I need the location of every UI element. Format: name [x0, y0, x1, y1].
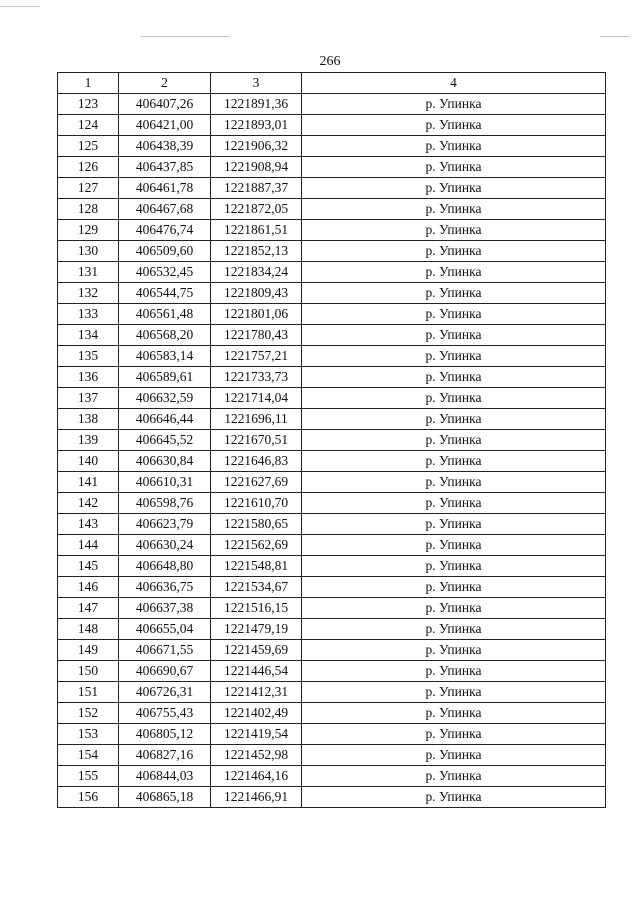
cell-x-coordinate: 406865,18	[119, 787, 211, 808]
cell-x-coordinate: 406637,38	[119, 598, 211, 619]
cell-point-number: 148	[58, 619, 119, 640]
cell-y-coordinate: 1221466,91	[211, 787, 302, 808]
cell-point-number: 142	[58, 493, 119, 514]
cell-description: р. Упинка	[302, 262, 606, 283]
cell-description: р. Упинка	[302, 178, 606, 199]
cell-point-number: 125	[58, 136, 119, 157]
cell-point-number: 154	[58, 745, 119, 766]
cell-description: р. Упинка	[302, 220, 606, 241]
cell-description: р. Упинка	[302, 598, 606, 619]
table-header-row	[58, 73, 606, 94]
cell-x-coordinate: 406671,55	[119, 640, 211, 661]
cell-x-coordinate: 406805,12	[119, 724, 211, 745]
cell-point-number: 147	[58, 598, 119, 619]
cell-point-number: 145	[58, 556, 119, 577]
cell-y-coordinate: 1221419,54	[211, 724, 302, 745]
cell-x-coordinate: 406421,00	[119, 115, 211, 136]
cell-point-number: 146	[58, 577, 119, 598]
cell-description: р. Упинка	[302, 388, 606, 409]
table-row	[58, 514, 606, 535]
table-row	[58, 661, 606, 682]
table-row	[58, 304, 606, 325]
cell-x-coordinate: 406632,59	[119, 388, 211, 409]
cell-y-coordinate: 1221714,04	[211, 388, 302, 409]
cell-point-number: 153	[58, 724, 119, 745]
cell-point-number: 126	[58, 157, 119, 178]
table-row	[58, 409, 606, 430]
cell-description: р. Упинка	[302, 136, 606, 157]
cell-y-coordinate: 1221459,69	[211, 640, 302, 661]
cell-y-coordinate: 1221906,32	[211, 136, 302, 157]
table-row	[58, 577, 606, 598]
cell-point-number: 151	[58, 682, 119, 703]
cell-y-coordinate: 1221464,16	[211, 766, 302, 787]
scan-mark	[0, 6, 40, 7]
cell-x-coordinate: 406544,75	[119, 283, 211, 304]
table-row	[58, 640, 606, 661]
cell-y-coordinate: 1221446,54	[211, 661, 302, 682]
table-row	[58, 199, 606, 220]
cell-point-number: 139	[58, 430, 119, 451]
cell-y-coordinate: 1221834,24	[211, 262, 302, 283]
cell-y-coordinate: 1221646,83	[211, 451, 302, 472]
table-body	[58, 94, 606, 808]
cell-y-coordinate: 1221908,94	[211, 157, 302, 178]
cell-x-coordinate: 406726,31	[119, 682, 211, 703]
cell-description: р. Упинка	[302, 241, 606, 262]
cell-point-number: 123	[58, 94, 119, 115]
cell-x-coordinate: 406636,75	[119, 577, 211, 598]
table-row	[58, 346, 606, 367]
cell-point-number: 130	[58, 241, 119, 262]
cell-point-number: 136	[58, 367, 119, 388]
table-row	[58, 115, 606, 136]
cell-point-number: 124	[58, 115, 119, 136]
table-row	[58, 451, 606, 472]
table-row	[58, 619, 606, 640]
cell-description: р. Упинка	[302, 94, 606, 115]
column-header-y: 3	[211, 73, 302, 94]
cell-x-coordinate: 406655,04	[119, 619, 211, 640]
cell-x-coordinate: 406476,74	[119, 220, 211, 241]
cell-y-coordinate: 1221809,43	[211, 283, 302, 304]
cell-x-coordinate: 406630,84	[119, 451, 211, 472]
table-row	[58, 787, 606, 808]
table-row	[58, 157, 606, 178]
table-row	[58, 703, 606, 724]
cell-description: р. Упинка	[302, 409, 606, 430]
cell-point-number: 133	[58, 304, 119, 325]
cell-y-coordinate: 1221516,15	[211, 598, 302, 619]
cell-point-number: 129	[58, 220, 119, 241]
cell-description: р. Упинка	[302, 535, 606, 556]
table-row	[58, 178, 606, 199]
column-header-number: 1	[58, 73, 119, 94]
cell-point-number: 143	[58, 514, 119, 535]
cell-description: р. Упинка	[302, 346, 606, 367]
column-header-x: 2	[119, 73, 211, 94]
cell-y-coordinate: 1221452,98	[211, 745, 302, 766]
cell-x-coordinate: 406630,24	[119, 535, 211, 556]
cell-y-coordinate: 1221670,51	[211, 430, 302, 451]
cell-y-coordinate: 1221402,49	[211, 703, 302, 724]
cell-x-coordinate: 406437,85	[119, 157, 211, 178]
table-row	[58, 472, 606, 493]
cell-x-coordinate: 406407,26	[119, 94, 211, 115]
cell-y-coordinate: 1221733,73	[211, 367, 302, 388]
cell-x-coordinate: 406610,31	[119, 472, 211, 493]
table-row	[58, 241, 606, 262]
cell-description: р. Упинка	[302, 199, 606, 220]
cell-description: р. Упинка	[302, 304, 606, 325]
cell-y-coordinate: 1221627,69	[211, 472, 302, 493]
cell-x-coordinate: 406646,44	[119, 409, 211, 430]
column-header-description: 4	[302, 73, 606, 94]
cell-y-coordinate: 1221562,69	[211, 535, 302, 556]
cell-description: р. Упинка	[302, 451, 606, 472]
cell-description: р. Упинка	[302, 514, 606, 535]
cell-description: р. Упинка	[302, 472, 606, 493]
cell-description: р. Упинка	[302, 493, 606, 514]
cell-point-number: 134	[58, 325, 119, 346]
cell-description: р. Упинка	[302, 325, 606, 346]
cell-x-coordinate: 406532,45	[119, 262, 211, 283]
cell-x-coordinate: 406467,68	[119, 199, 211, 220]
cell-x-coordinate: 406561,48	[119, 304, 211, 325]
cell-description: р. Упинка	[302, 430, 606, 451]
table-row	[58, 535, 606, 556]
cell-y-coordinate: 1221548,81	[211, 556, 302, 577]
table-row	[58, 598, 606, 619]
cell-y-coordinate: 1221891,36	[211, 94, 302, 115]
cell-x-coordinate: 406827,16	[119, 745, 211, 766]
cell-x-coordinate: 406583,14	[119, 346, 211, 367]
cell-description: р. Упинка	[302, 157, 606, 178]
cell-description: р. Упинка	[302, 766, 606, 787]
cell-x-coordinate: 406438,39	[119, 136, 211, 157]
table-row	[58, 220, 606, 241]
cell-point-number: 128	[58, 199, 119, 220]
cell-x-coordinate: 406844,03	[119, 766, 211, 787]
cell-x-coordinate: 406690,67	[119, 661, 211, 682]
cell-description: р. Упинка	[302, 577, 606, 598]
cell-y-coordinate: 1221610,70	[211, 493, 302, 514]
cell-y-coordinate: 1221893,01	[211, 115, 302, 136]
cell-point-number: 131	[58, 262, 119, 283]
table-row	[58, 325, 606, 346]
scan-mark	[600, 36, 630, 37]
table-row	[58, 745, 606, 766]
table-row	[58, 493, 606, 514]
table-row	[58, 262, 606, 283]
cell-description: р. Упинка	[302, 745, 606, 766]
cell-y-coordinate: 1221801,06	[211, 304, 302, 325]
cell-description: р. Упинка	[302, 556, 606, 577]
table-row	[58, 388, 606, 409]
cell-y-coordinate: 1221412,31	[211, 682, 302, 703]
table-row	[58, 556, 606, 577]
cell-y-coordinate: 1221861,51	[211, 220, 302, 241]
cell-point-number: 137	[58, 388, 119, 409]
cell-x-coordinate: 406623,79	[119, 514, 211, 535]
cell-y-coordinate: 1221757,21	[211, 346, 302, 367]
cell-point-number: 140	[58, 451, 119, 472]
table-row	[58, 94, 606, 115]
cell-description: р. Упинка	[302, 367, 606, 388]
scan-mark	[140, 36, 230, 37]
table-row	[58, 682, 606, 703]
cell-description: р. Упинка	[302, 640, 606, 661]
cell-point-number: 132	[58, 283, 119, 304]
cell-point-number: 150	[58, 661, 119, 682]
cell-x-coordinate: 406509,60	[119, 241, 211, 262]
cell-description: р. Упинка	[302, 619, 606, 640]
cell-y-coordinate: 1221534,67	[211, 577, 302, 598]
cell-point-number: 149	[58, 640, 119, 661]
cell-x-coordinate: 406568,20	[119, 325, 211, 346]
page-number: 266	[319, 54, 341, 69]
cell-y-coordinate: 1221479,19	[211, 619, 302, 640]
table-row	[58, 283, 606, 304]
cell-point-number: 141	[58, 472, 119, 493]
cell-description: р. Упинка	[302, 661, 606, 682]
table-row	[58, 430, 606, 451]
cell-y-coordinate: 1221696,11	[211, 409, 302, 430]
table-row	[58, 367, 606, 388]
cell-point-number: 135	[58, 346, 119, 367]
cell-x-coordinate: 406589,61	[119, 367, 211, 388]
cell-x-coordinate: 406755,43	[119, 703, 211, 724]
cell-point-number: 156	[58, 787, 119, 808]
table-row	[58, 724, 606, 745]
cell-point-number: 144	[58, 535, 119, 556]
cell-x-coordinate: 406648,80	[119, 556, 211, 577]
cell-y-coordinate: 1221780,43	[211, 325, 302, 346]
cell-y-coordinate: 1221852,13	[211, 241, 302, 262]
cell-point-number: 152	[58, 703, 119, 724]
cell-y-coordinate: 1221872,05	[211, 199, 302, 220]
coordinates-table	[57, 72, 606, 808]
cell-description: р. Упинка	[302, 787, 606, 808]
cell-y-coordinate: 1221580,65	[211, 514, 302, 535]
cell-x-coordinate: 406645,52	[119, 430, 211, 451]
cell-x-coordinate: 406598,76	[119, 493, 211, 514]
cell-y-coordinate: 1221887,37	[211, 178, 302, 199]
table-row	[58, 136, 606, 157]
cell-description: р. Упинка	[302, 115, 606, 136]
cell-x-coordinate: 406461,78	[119, 178, 211, 199]
cell-point-number: 155	[58, 766, 119, 787]
cell-description: р. Упинка	[302, 283, 606, 304]
cell-point-number: 127	[58, 178, 119, 199]
cell-description: р. Упинка	[302, 682, 606, 703]
table-row	[58, 766, 606, 787]
cell-description: р. Упинка	[302, 724, 606, 745]
cell-point-number: 138	[58, 409, 119, 430]
cell-description: р. Упинка	[302, 703, 606, 724]
